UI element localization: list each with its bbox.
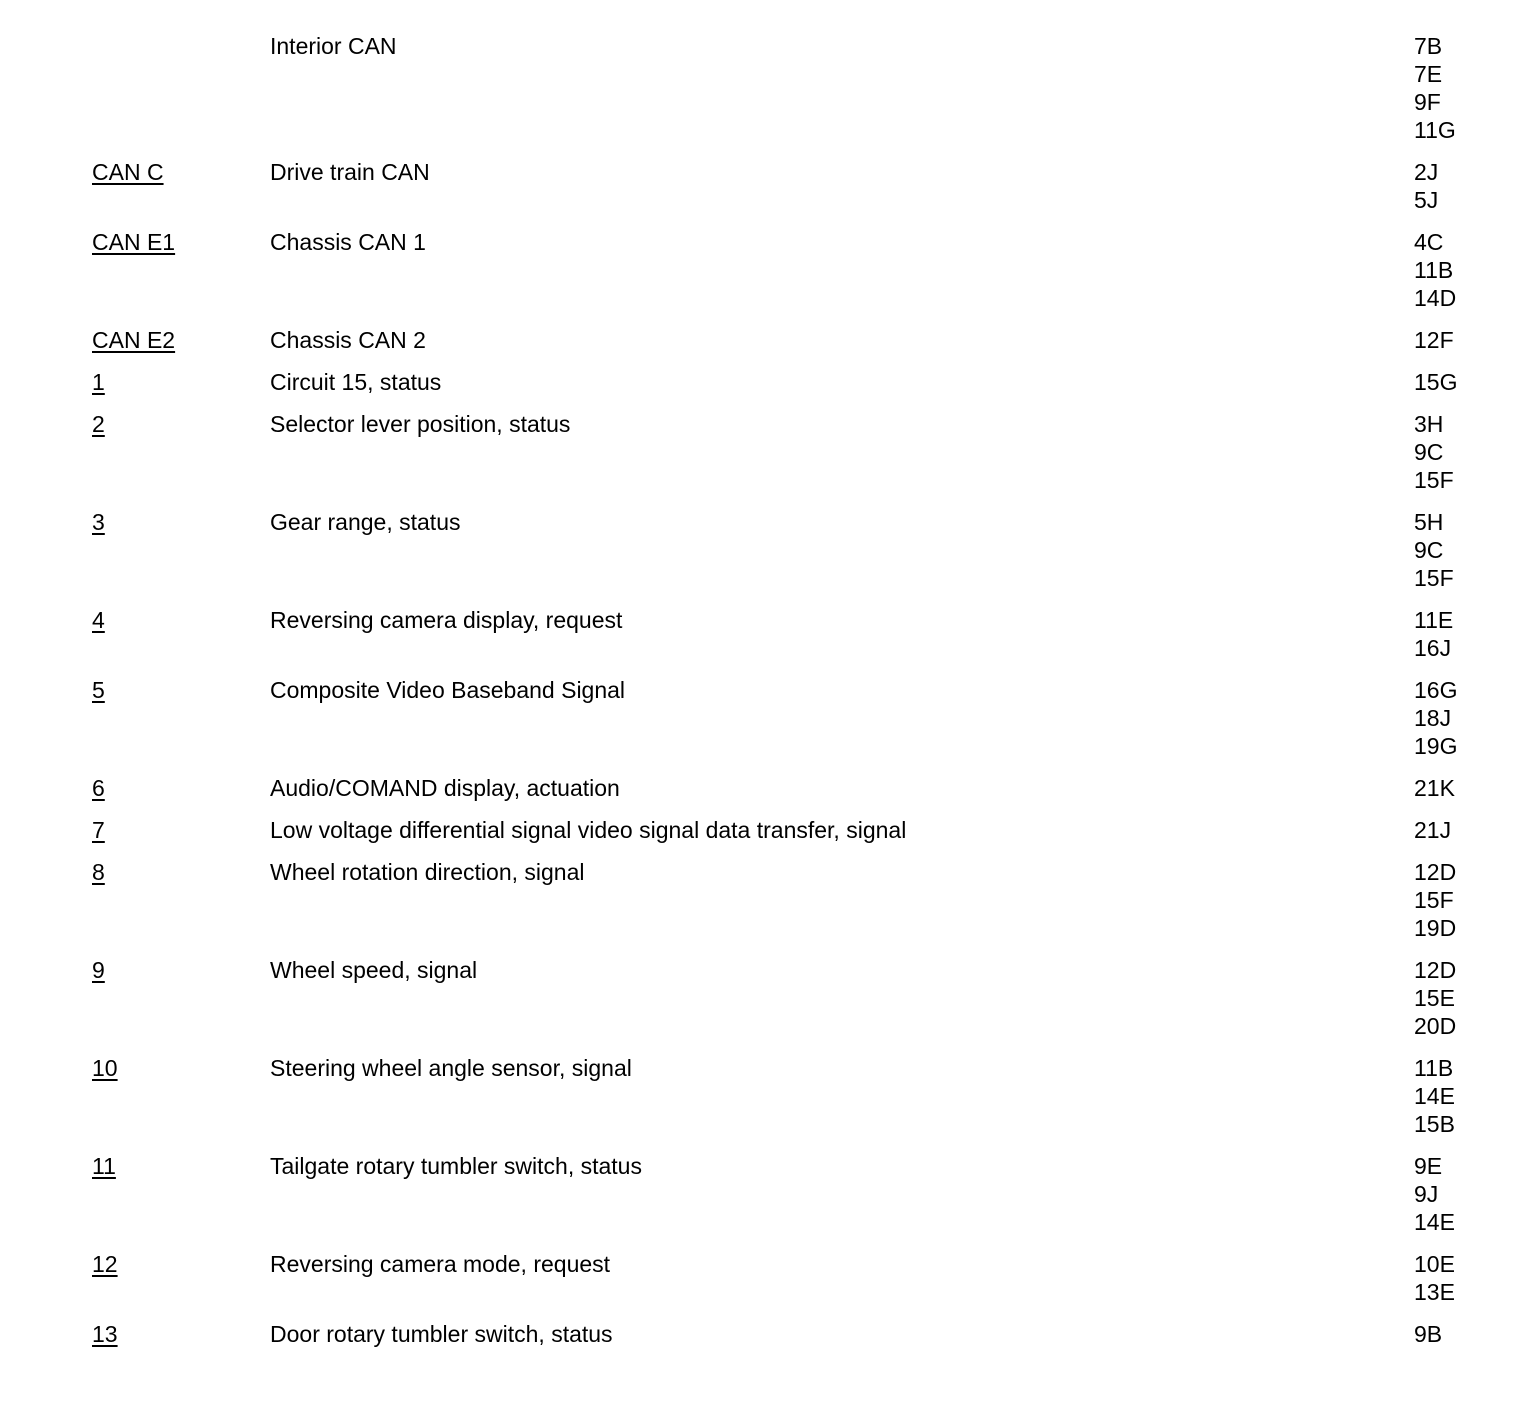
- grid-reference: 9E: [1414, 1153, 1443, 1179]
- grid-reference: 15E: [1414, 985, 1455, 1011]
- grid-reference: 5J: [1414, 187, 1439, 213]
- grid-reference: 9C: [1414, 439, 1444, 465]
- grid-reference: 9C: [1414, 537, 1444, 563]
- legend-row: [0, 606, 1536, 662]
- signal-code-link[interactable]: 1: [92, 369, 105, 395]
- grid-reference-list: [1414, 1152, 1524, 1236]
- signal-code-link[interactable]: 12: [92, 1251, 118, 1277]
- grid-reference: 16J: [1414, 635, 1452, 661]
- signal-code-link[interactable]: 13: [92, 1321, 118, 1347]
- signal-code-link[interactable]: 2: [92, 411, 105, 437]
- legend-row: [0, 1152, 1536, 1236]
- legend-row: [0, 508, 1536, 592]
- signal-description: Circuit 15, status: [270, 369, 442, 395]
- grid-reference: 15F: [1414, 467, 1454, 493]
- signal-description: Selector lever position, status: [270, 411, 571, 437]
- signal-description: Door rotary tumbler switch, status: [270, 1321, 613, 1347]
- legend-row: [0, 956, 1536, 1040]
- grid-reference: 15F: [1414, 887, 1454, 913]
- signal-description: Reversing camera display, request: [270, 607, 623, 633]
- grid-reference-list: [1414, 228, 1524, 312]
- grid-reference-list: [1414, 326, 1524, 354]
- grid-reference-list: [1414, 816, 1524, 844]
- signal-description: Low voltage differential signal video signal data transfer, signal: [270, 817, 907, 843]
- signal-description: Drive train CAN: [270, 159, 430, 185]
- grid-reference-list: [1414, 1320, 1524, 1348]
- grid-reference: 10E: [1414, 1251, 1455, 1277]
- signal-description: Wheel speed, signal: [270, 957, 478, 983]
- grid-reference-list: [1414, 1250, 1524, 1306]
- grid-reference: 9F: [1414, 89, 1441, 115]
- signal-description: Tailgate rotary tumbler switch, status: [270, 1153, 642, 1179]
- grid-reference: 3H: [1414, 411, 1444, 437]
- grid-reference: 16G: [1414, 677, 1458, 703]
- signal-code-link[interactable]: 5: [92, 677, 105, 703]
- grid-reference: 9B: [1414, 1321, 1443, 1347]
- legend-row: [0, 410, 1536, 494]
- signal-description: Steering wheel angle sensor, signal: [270, 1055, 632, 1081]
- grid-reference: 14E: [1414, 1083, 1455, 1109]
- legend-row: [0, 774, 1536, 802]
- grid-reference: 15B: [1414, 1111, 1455, 1137]
- grid-reference: 7E: [1414, 61, 1443, 87]
- legend-row: [0, 32, 1536, 144]
- legend-row: [0, 1054, 1536, 1138]
- legend-row: [0, 1250, 1536, 1306]
- legend-row: [0, 158, 1536, 214]
- grid-reference-list: [1414, 410, 1524, 494]
- grid-reference-list: [1414, 158, 1524, 214]
- signal-description: Gear range, status: [270, 509, 461, 535]
- signal-code-link[interactable]: 9: [92, 957, 105, 983]
- grid-reference: 21K: [1414, 775, 1455, 801]
- grid-reference: 13E: [1414, 1279, 1455, 1305]
- signal-code-link[interactable]: 8: [92, 859, 105, 885]
- signal-description: Chassis CAN 1: [270, 229, 426, 255]
- grid-reference: 11B: [1414, 1055, 1454, 1081]
- grid-reference: 11B: [1414, 257, 1454, 283]
- signal-description: Wheel rotation direction, signal: [270, 859, 585, 885]
- signal-description: Chassis CAN 2: [270, 327, 426, 353]
- grid-reference: 19D: [1414, 915, 1457, 941]
- signal-legend-table: [0, 32, 1536, 1362]
- grid-reference-list: [1414, 1054, 1524, 1138]
- grid-reference: 18J: [1414, 705, 1452, 731]
- grid-reference-list: [1414, 956, 1524, 1040]
- signal-code-link[interactable]: 11: [92, 1153, 116, 1179]
- grid-reference-list: [1414, 368, 1524, 396]
- legend-row: [0, 816, 1536, 844]
- signal-code-link[interactable]: 3: [92, 509, 105, 535]
- legend-row: [0, 368, 1536, 396]
- signal-code-link[interactable]: 10: [92, 1055, 118, 1081]
- signal-code-link[interactable]: 6: [92, 775, 105, 801]
- grid-reference: 19G: [1414, 733, 1458, 759]
- signal-code-link[interactable]: 4: [92, 607, 105, 633]
- legend-row: [0, 1320, 1536, 1348]
- signal-code-link[interactable]: 7: [92, 817, 105, 843]
- grid-reference: 12F: [1414, 327, 1454, 353]
- grid-reference: 9J: [1414, 1181, 1439, 1207]
- signal-code-link[interactable]: CAN E2: [92, 327, 176, 353]
- grid-reference-list: [1414, 32, 1524, 144]
- grid-reference: 11E: [1414, 607, 1454, 633]
- signal-code-link[interactable]: CAN E1: [92, 229, 176, 255]
- grid-reference: 7B: [1414, 33, 1443, 59]
- signal-description: Reversing camera mode, request: [270, 1251, 611, 1277]
- grid-reference: 20D: [1414, 1013, 1457, 1039]
- grid-reference: 14E: [1414, 1209, 1455, 1235]
- grid-reference: 21J: [1414, 817, 1452, 843]
- grid-reference: 12D: [1414, 859, 1457, 885]
- grid-reference: 15G: [1414, 369, 1458, 395]
- signal-description: Interior CAN: [270, 33, 397, 59]
- grid-reference-list: [1414, 606, 1524, 662]
- grid-reference-list: [1414, 858, 1524, 942]
- legend-row: [0, 326, 1536, 354]
- grid-reference-list: [1414, 774, 1524, 802]
- legend-row: [0, 858, 1536, 942]
- grid-reference: 12D: [1414, 957, 1457, 983]
- signal-description: Audio/COMAND display, actuation: [270, 775, 620, 801]
- signal-code-link[interactable]: CAN C: [92, 159, 164, 185]
- signal-description: Composite Video Baseband Signal: [270, 677, 626, 703]
- legend-row: [0, 676, 1536, 760]
- grid-reference: 2J: [1414, 159, 1439, 185]
- grid-reference-list: [1414, 676, 1524, 760]
- grid-reference: 4C: [1414, 229, 1444, 255]
- legend-row: [0, 228, 1536, 312]
- grid-reference: 14D: [1414, 285, 1457, 311]
- grid-reference: 15F: [1414, 565, 1454, 591]
- grid-reference: 11G: [1414, 117, 1456, 143]
- grid-reference-list: [1414, 508, 1524, 592]
- grid-reference: 5H: [1414, 509, 1444, 535]
